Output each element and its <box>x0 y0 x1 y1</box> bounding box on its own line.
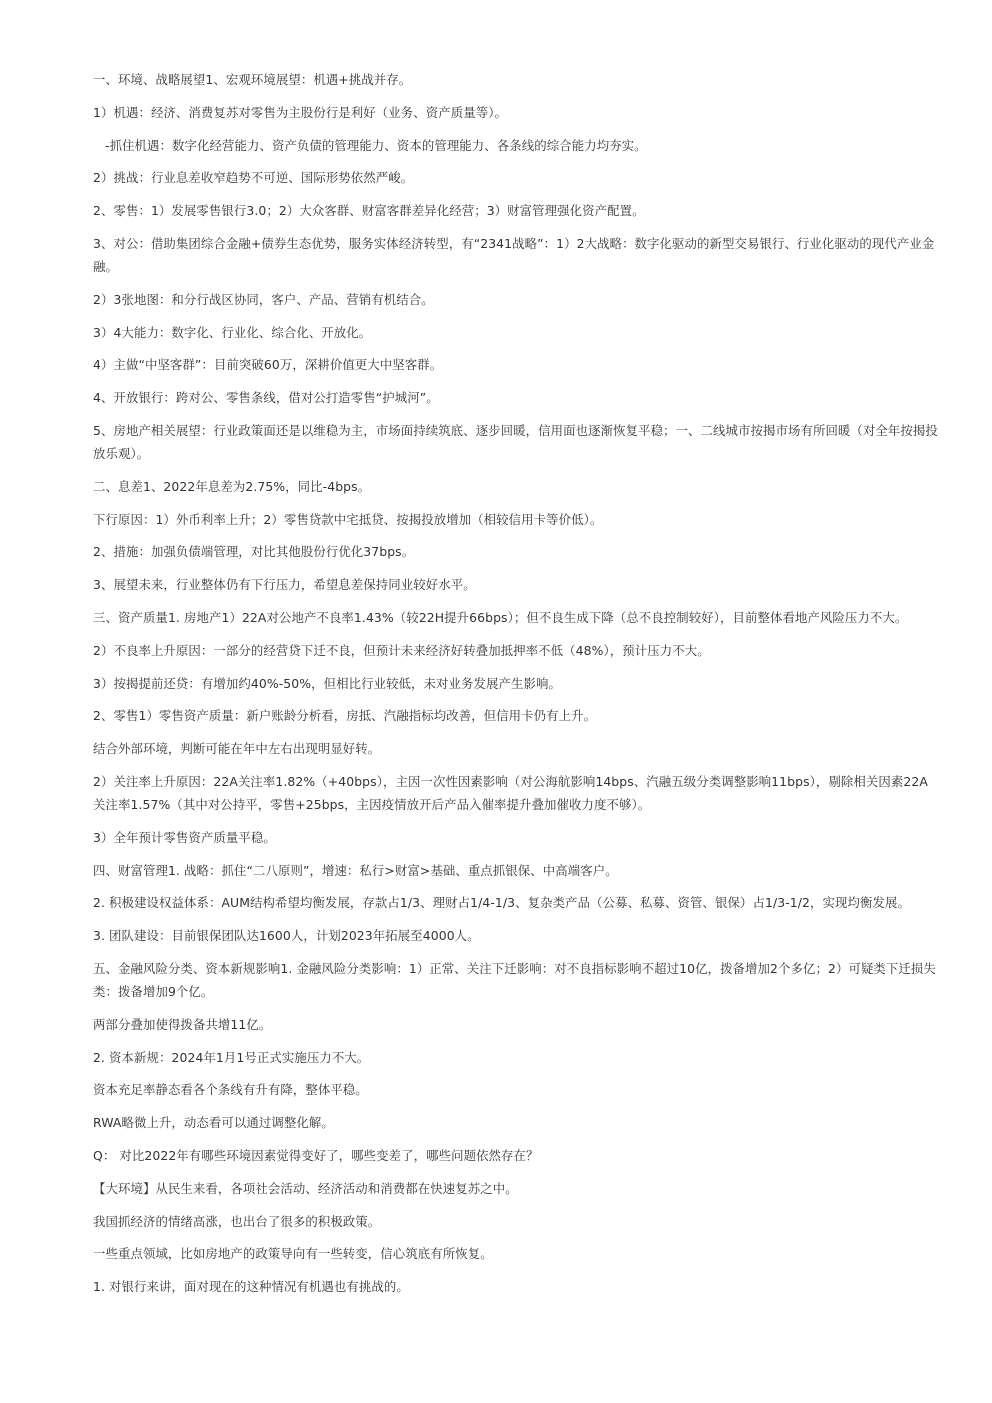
paragraph: 4、开放银行：跨对公、零售条线，借对公打造零售“护城河”。 <box>93 390 439 406</box>
paragraph: 2）关注率上升原因：22A关注率1.82%（+40bps），主因一次性因素影响（对公海航影响14bps、汽融五级分类调整影响11bps），剔除相关因素22A关注率1.57%（其中对公持平，零售+25bps，主因疫情放开后产品入催率提升叠加催收力度不够）。 <box>93 773 928 812</box>
paragraph: 5、房地产相关展望：行业政策面还是以维稳为主，市场面持续筑底、逐步回暖，信用面也逐渐恢复平稳；一、二线城市按揭市场有所回暖（对全年按揭投放乐观）。 <box>93 422 938 461</box>
paragraph: 我国抓经济的情绪高涨，也出台了很多的积极政策。 <box>93 1213 381 1229</box>
paragraph: 2）不良率上升原因：一部分的经营贷下迁不良，但预计未来经济好转叠加抵押率不低（48%），预计压力不大。 <box>93 642 710 658</box>
paragraph: 2）挑战：行业息差收窄趋势不可逆、国际形势依然严峻。 <box>93 170 414 186</box>
paragraph: 资本充足率静态看各个条线有升有降，整体平稳。 <box>93 1082 368 1098</box>
document-body <box>93 68 938 1308</box>
paragraph: 4）主做“中坚客群”：目前突破60万，深耕价值更大中坚客群。 <box>93 357 443 373</box>
paragraph: RWA略微上升，动态看可以通过调整化解。 <box>93 1115 334 1131</box>
paragraph: -抓住机遇：数字化经营能力、资产负债的管理能力、资本的管理能力、各条线的综合能力均夯实。 <box>105 137 647 153</box>
paragraph: 3、展望未来，行业整体仍有下行压力，希望息差保持同业较好水平。 <box>93 577 476 593</box>
paragraph: Q： 对比2022年有哪些环境因素觉得变好了，哪些变差了，哪些问题依然存在？ <box>93 1147 539 1163</box>
paragraph: 3）全年预计零售资产质量平稳。 <box>93 829 276 845</box>
paragraph: 2、零售：1）发展零售银行3.0；2）大众客群、财富客群差异化经营；3）财富管理强化资产配置。 <box>93 203 645 219</box>
paragraph: 一些重点领域，比如房地产的政策导向有一些转变，信心筑底有所恢复。 <box>93 1246 493 1262</box>
paragraph: 二、息差1、2022年息差为2.75%，同比-4bps。 <box>93 478 371 494</box>
paragraph: 一、环境、战略展望1、宏观环境展望：机遇+挑战并存。 <box>93 72 412 87</box>
paragraph: 1. 对银行来讲，面对现在的这种情况有机遇也有挑战的。 <box>93 1279 409 1295</box>
paragraph: 2）3张地图：和分行战区协同，客户、产品、营销有机结合。 <box>93 291 434 307</box>
paragraph: 两部分叠加使得拨备共增11亿。 <box>93 1016 272 1032</box>
paragraph: 【大环境】从民生来看，各项社会活动、经济活动和消费都在快速复苏之中。 <box>93 1180 518 1196</box>
paragraph: 2、措施：加强负债端管理，对比其他股份行优化37bps。 <box>93 544 415 560</box>
paragraph: 三、资产质量1. 房地产1）22A对公地产不良率1.43%（较22H提升66bps）；但不良生成下降（总不良控制较好），目前整体看地产风险压力不大。 <box>93 609 908 625</box>
paragraph: 结合外部环境，判断可能在年中左右出现明显好转。 <box>93 741 381 757</box>
paragraph: 3）按揭提前还贷：有增加约40%-50%，但相比行业较低，未对业务发展产生影响。 <box>93 675 561 691</box>
paragraph: 1）机遇：经济、消费复苏对零售为主股份行是利好（业务、资产质量等）。 <box>93 104 507 120</box>
paragraph: 2. 资本新规：2024年1月1号正式实施压力不大。 <box>93 1049 370 1065</box>
paragraph: 3. 团队建设：目前银保团队达1600人，计划2023年拓展至4000人。 <box>93 928 480 944</box>
paragraph: 四、财富管理1. 战略：抓住“二八原则”，增速：私行>财富>基础、重点抓银保、中高端客户。 <box>93 862 618 878</box>
paragraph: 3）4大能力：数字化、行业化、综合化、开放化。 <box>93 324 372 340</box>
paragraph: 五、金融风险分类、资本新规影响1. 金融风险分类影响：1）正常、关注下迁影响：对不良指标影响不超过10亿，拨备增加2个多亿；2）可疑类下迁损失类：拨备增加9个亿。 <box>93 960 936 999</box>
paragraph: 2、零售1）零售资产质量：新户账龄分析看，房抵、汽融指标均改善，但信用卡仍有上升。 <box>93 708 597 724</box>
paragraph: 3、对公：借助集团综合金融+债券生态优势，服务实体经济转型，有“2341战略”：1）2大战略：数字化驱动的新型交易银行、行业化驱动的现代产业金融。 <box>93 235 935 274</box>
paragraph: 2. 积极建设权益体系：AUM结构希望均衡发展，存款占1/3、理财占1/4-1/3、复杂类产品（公募、私募、资管、银保）占1/3-1/2，实现均衡发展。 <box>93 895 910 911</box>
paragraph: 下行原因：1）外币利率上升；2）零售贷款中宅抵贷、按揭投放增加（相较信用卡等价低）。 <box>93 511 603 527</box>
